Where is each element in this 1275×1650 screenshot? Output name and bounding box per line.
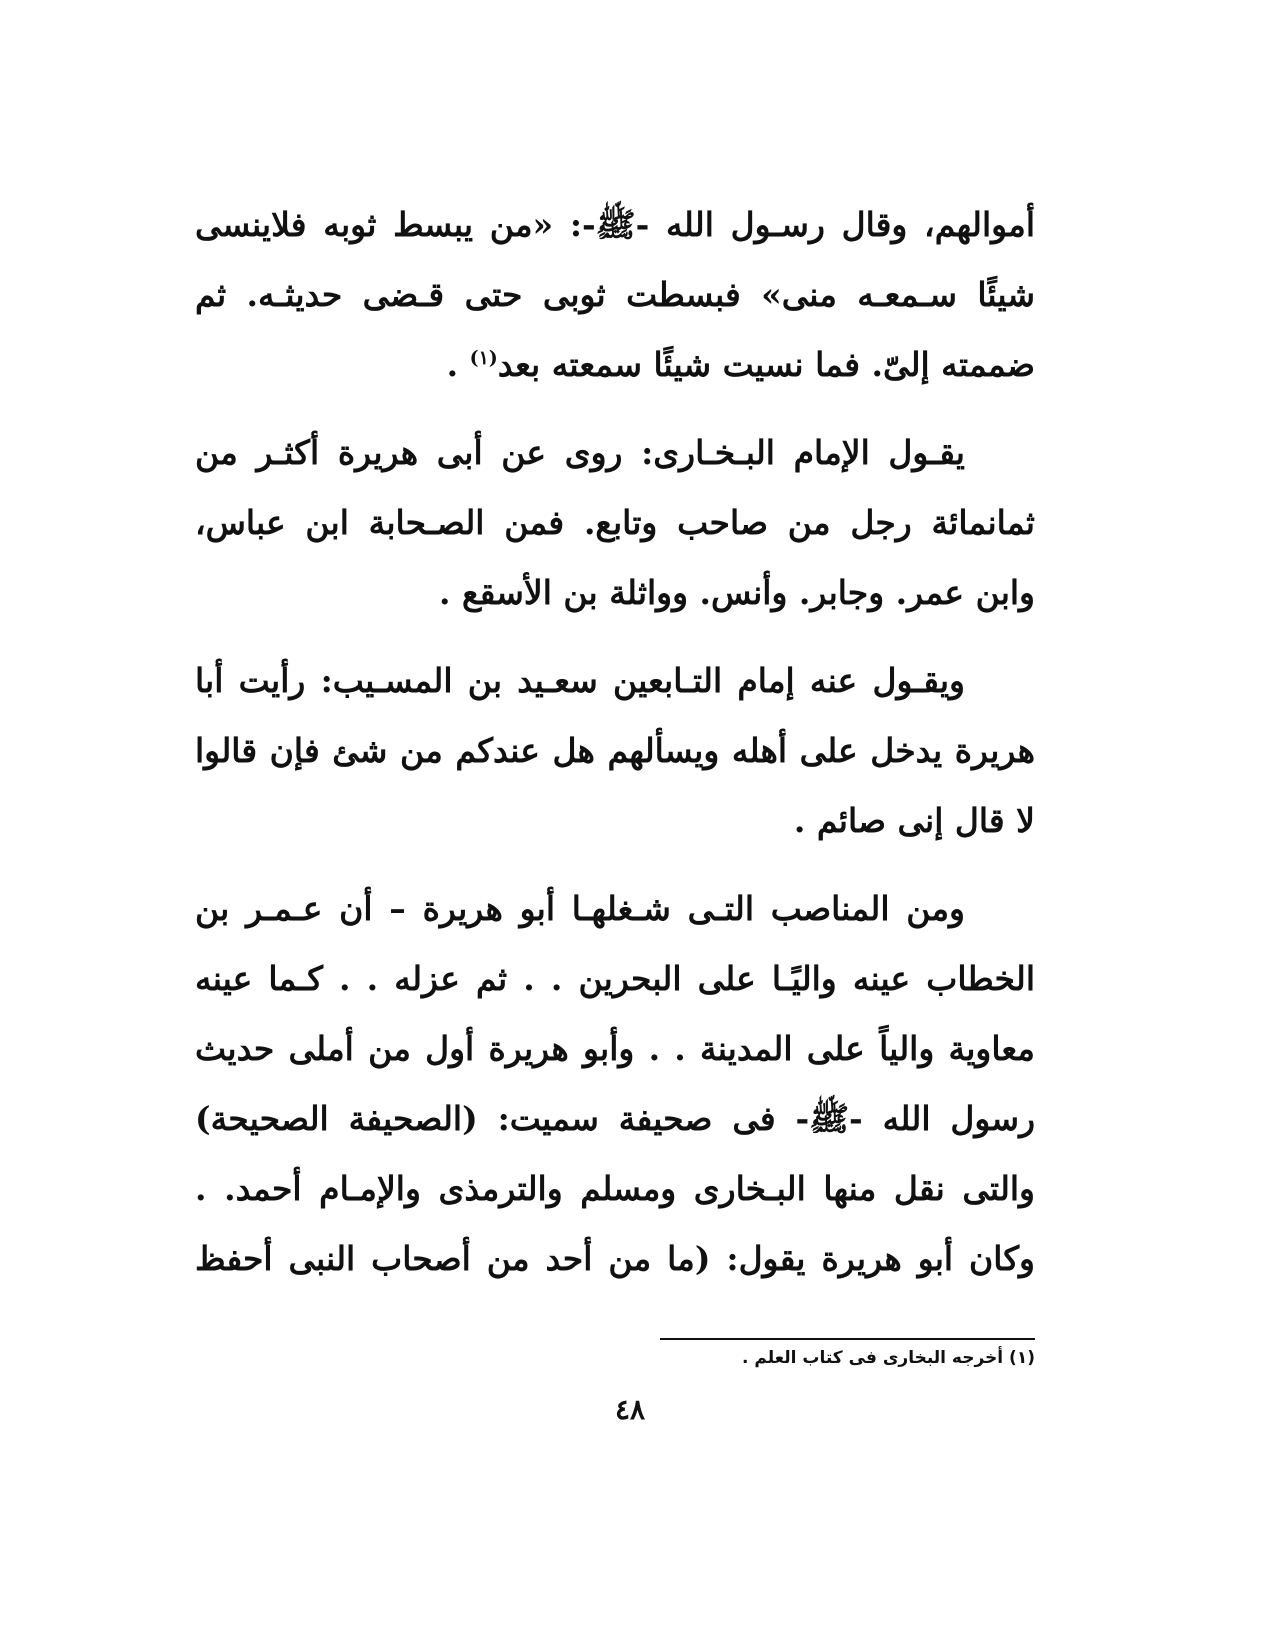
- text-line: [195, 330, 1035, 400]
- footnote-reference: (١): [469, 347, 498, 369]
- page-body: [195, 190, 1035, 1440]
- text-line: والتى نقل منها البـخارى ومسلم والترمذى والإمـام أحمد. .: [195, 1169, 1035, 1208]
- paragraph-1: [195, 190, 1035, 400]
- text-line: لا قال إنى صائم .: [793, 801, 1035, 840]
- text-line: وكان أبو هريرة يقول: (ما من أحد من أصحاب النبى أحفظ: [195, 1239, 1035, 1278]
- text-line: ويقـول عنه إمام التـابعين سعـيد بن المسـيب: رأيت أبا: [195, 661, 965, 700]
- text-line: معاوية والياً على المدينة . . وأبو هريرة أول من أملى حديث: [195, 1029, 1035, 1068]
- text-line: شيئًا سـمعـه منى» فبسطت ثوبى حتى قـضى حديثـه. ثم: [195, 275, 1035, 314]
- page-number: ٤٨: [614, 1393, 646, 1426]
- text-line: ثمانمائة رجل من صاحب وتابع. فمن الصـحابة ابن عباس،: [195, 503, 1035, 542]
- paragraph-3: [195, 646, 1035, 856]
- paragraph-4: [195, 874, 1035, 1294]
- footnote-divider: [660, 1338, 1035, 1340]
- paragraph-2: [195, 418, 1035, 628]
- text-line: الخطاب عينه واليًـا على البحرين . . ثم عزله . . كـما عينه: [195, 959, 1035, 998]
- text-line: يقـول الإمام البـخـارى: روى عن أبى هريرة أكثـر من: [195, 433, 965, 472]
- text-line: هريرة يدخل على أهله ويسألهم هل عندكم من شئ فإن قالوا: [195, 731, 1035, 770]
- text-line-tail: .: [446, 345, 470, 384]
- text-line: وابن عمر. وجابر. وأنس. وواثلة بن الأسقع .: [439, 573, 1035, 612]
- text-line: رسول الله -ﷺ- فى صحيفة سميت: (الصحيفة الصحيحة): [195, 1099, 1035, 1138]
- footnote: (١) أخرجه البخارى فى كتاب العلم .: [742, 1348, 1035, 1368]
- text-line: أموالهم، وقال رسـول الله -ﷺ-: «من يبسط ثوبه فلاينسى: [195, 205, 1035, 244]
- text-line-content: ضممته إلىّ. فما نسيت شيئًا سمعته بعد: [497, 345, 1035, 384]
- text-line: ومن المناصب التـى شـغلهـا أبو هريرة – أن عـمـر بن: [195, 889, 965, 928]
